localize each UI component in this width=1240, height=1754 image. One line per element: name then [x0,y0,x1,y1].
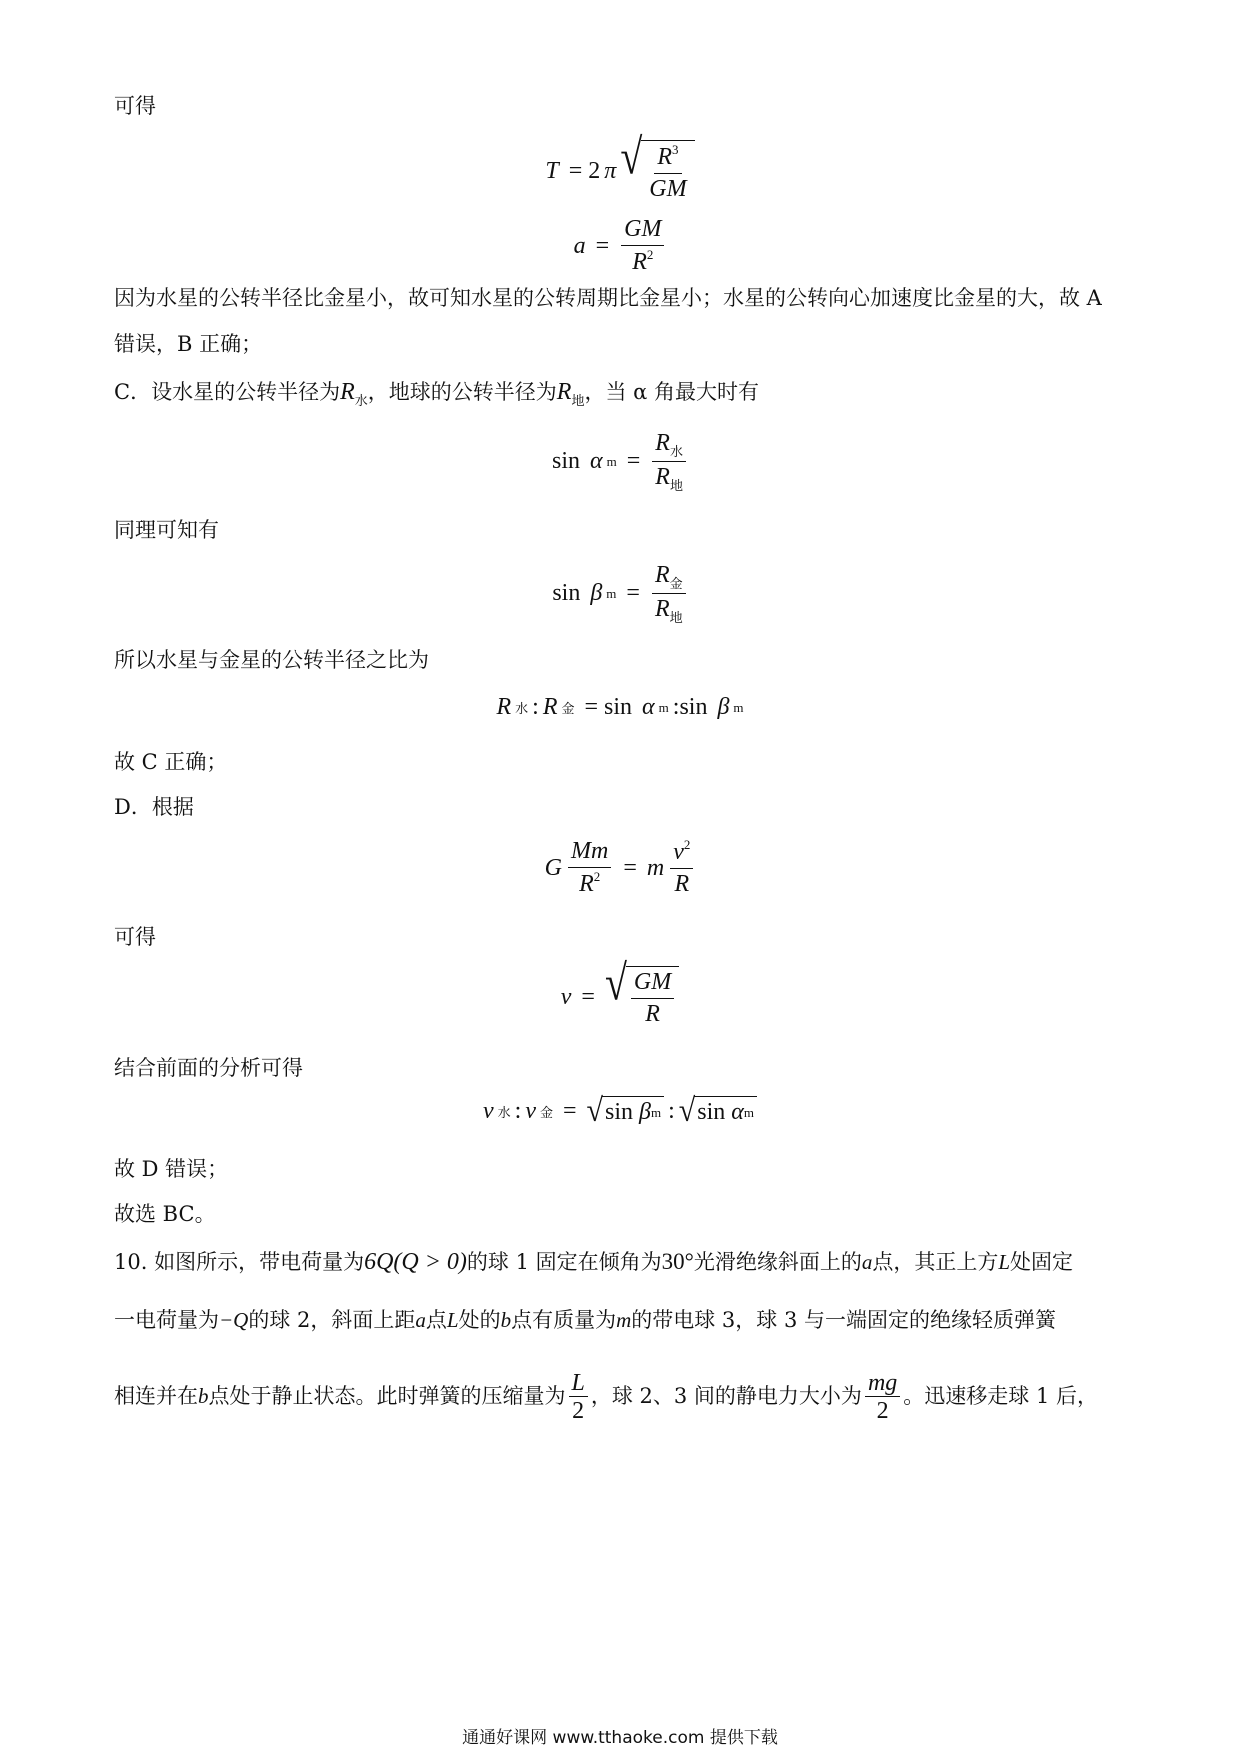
equation-period: T = 2 π √ $\frac{R^3}{GM}$ [0,140,1240,203]
text-line: 结合前面的分析可得 [114,1056,303,1080]
text-segment: 一电荷量为 [114,1308,219,1332]
question-10-line-2 [114,1306,1130,1334]
equation-gravity: G $\frac{Mm}{R^2}$ = m $\frac{v^2}{R}$ [0,838,1240,898]
math-inline: a [415,1308,426,1332]
text-segment: 点有质量为 [511,1308,617,1332]
text-line: 同理可知有 [114,518,219,542]
subscript: 水 [354,394,368,409]
text-segment: ，当 α 角最大时有 [584,380,759,404]
text-segment: 点，其正上方 [872,1250,999,1274]
text-segment: 的球 1 固定在倾角为 [466,1250,662,1274]
text-segment: 点 [425,1308,447,1332]
equation-acceleration: a = $\frac{GM}{R^2}$ [0,216,1240,276]
equation-sin-alpha: sin α m = $\frac{R_水}{R_地}$ [0,430,1240,494]
equation-velocity: v = √ $\frac{GM}{R}$ [0,966,1240,1028]
text-segment: 处固定 [1010,1250,1074,1274]
math-inline: 30° [661,1249,694,1274]
math-inline: b [500,1308,512,1332]
text-line: 故 C 正确； [114,750,228,774]
page-footer: 通通好课网 www.tthaoke.com 提供下载 [462,1728,778,1748]
text-line-c: C．设水星的公转半径为$R_水$，地球的公转半径为$R_地$，当 α 角最大时有 [114,379,759,409]
text-segment: 。迅速移走球 1 后， [903,1383,1098,1408]
fraction-denominator: 2 [572,1398,585,1425]
math-inline: 6Q(Q > 0) [364,1249,467,1275]
text-line: 因为水星的公转半径比金星小，故可知水星的公转周期比金星小；水星的公转向心加速度比金星的大，故 A [114,286,1102,310]
math-inline: a [861,1250,873,1274]
text-segment: ，地球的公转半径为 [367,380,557,404]
equation-velocity-ratio: v 水 : v 金 = √ sin β m : √ sin α m [0,1096,1240,1126]
text-segment: C．设水星的公转半径为 [114,380,341,404]
fraction-mg-over-2 [865,1370,900,1425]
question-10-line-1 [114,1246,1130,1278]
math-inline: L [998,1250,1011,1274]
fraction-L-over-2 [569,1370,588,1425]
text-line: 故选 BC。 [114,1202,216,1226]
question-10-line-3 [114,1370,1130,1425]
fraction-numerator: L [569,1370,588,1397]
fraction-numerator: mg [865,1370,900,1397]
text-segment: 处的 [458,1308,501,1332]
math-inline: b [198,1383,209,1408]
text-line: 错误，B 正确； [114,332,263,356]
text-segment: 10. 如图所示，带电荷量为 [114,1250,365,1274]
math-inline: L [446,1308,459,1332]
text-line: D．根据 [114,795,194,819]
text-segment: ，球 2、3 间的静电力大小为 [590,1383,862,1408]
equation-ratio: R 水 : R 金 = sin α m :sin β m [496,694,744,720]
text-segment: 光滑绝缘斜面上的 [693,1250,862,1274]
fraction-denominator: 2 [876,1398,889,1425]
math-inline: −Q [219,1308,249,1332]
text-segment: 的球 2，斜面上距 [248,1308,416,1332]
text-segment: 相连并在 [114,1383,198,1408]
text-segment: 的带电球 3，球 3 与一端固定的绝缘轻质弹簧 [631,1308,1056,1332]
text-line: 可得 [114,94,156,118]
text-line: 可得 [114,925,156,949]
equation-sin-beta: sin β m = $\frac{R_金}{R_地}$ [0,562,1240,626]
subscript: 地 [571,394,585,409]
text-segment: 点处于静止状态。此时弹簧的压缩量为 [208,1383,566,1408]
text-line: 故 D 错误； [114,1157,229,1181]
math-inline: m [616,1308,632,1332]
text-line: 所以水星与金星的公转半径之比为 [114,648,429,672]
